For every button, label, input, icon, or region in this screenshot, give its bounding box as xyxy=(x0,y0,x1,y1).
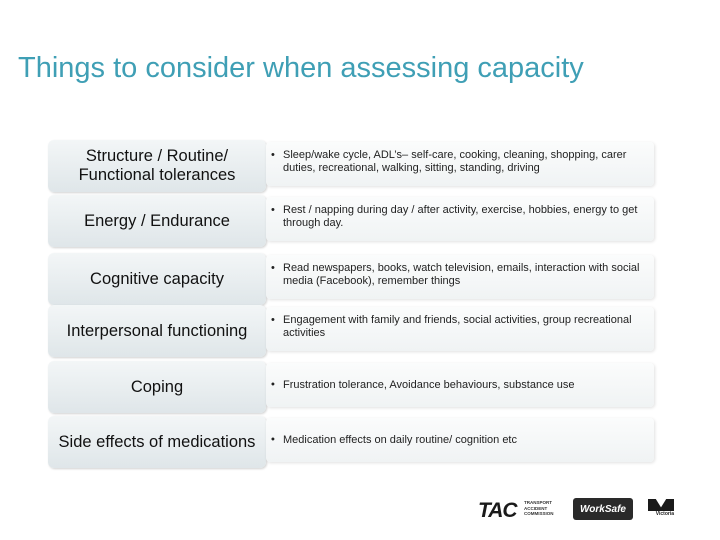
row-description-box xyxy=(266,255,654,299)
victoria-logo-text: Victoria xyxy=(655,511,674,517)
row-description: Sleep/wake cycle, ADL’s– self-care, cooking, cleaning, shopping, carer duties, recreational, walking, sitting, standing, driving xyxy=(283,149,627,174)
bullet-icon: • xyxy=(271,433,275,446)
row-label: Cognitive capacity xyxy=(48,253,266,305)
row-description: Medication effects on daily routine/ cognition etc xyxy=(283,433,517,446)
row-coping xyxy=(48,361,656,413)
row-label: Interpersonal functioning xyxy=(48,305,266,357)
footer-logos xyxy=(478,496,678,522)
victoria-logo xyxy=(648,499,674,519)
row-description: Read newspapers, books, watch television, emails, interaction with social media (Facebook), remember things xyxy=(283,262,640,287)
row-description-box xyxy=(266,142,654,186)
worksafe-logo: WorkSafe xyxy=(573,498,633,520)
row-description-box xyxy=(266,307,654,351)
bullet-icon: • xyxy=(271,378,275,391)
bullet-icon: • xyxy=(271,204,275,216)
row-description: Engagement with family and friends, social activities, group recreational activities xyxy=(283,314,632,339)
row-description: Rest / napping during day / after activity, exercise, hobbies, energy to get through day. xyxy=(283,204,638,229)
tac-logo-subtitle: TRANSPORT ACCIDENT COMMISSION xyxy=(524,500,554,516)
row-label: Energy / Endurance xyxy=(48,195,266,247)
row-label: Structure / Routine/ Functional tolerances xyxy=(48,140,266,192)
bullet-icon: • xyxy=(271,149,275,161)
row-description-box xyxy=(266,197,654,241)
row-label: Coping xyxy=(48,361,266,413)
row-label: Side effects of medications xyxy=(48,416,266,468)
row-side-effects xyxy=(48,416,656,468)
row-structure-routine xyxy=(48,140,656,192)
slide-title: Things to consider when assessing capacity xyxy=(18,52,584,84)
row-description-box xyxy=(266,418,654,462)
bullet-icon: • xyxy=(271,262,275,274)
tac-logo-mark: TAC xyxy=(478,499,517,522)
bullet-icon: • xyxy=(271,314,275,326)
row-interpersonal-functioning xyxy=(48,305,656,357)
row-energy-endurance xyxy=(48,195,656,247)
row-description: Frustration tolerance, Avoidance behaviours, substance use xyxy=(283,378,575,391)
victoria-logo-mark xyxy=(648,499,674,511)
row-cognitive-capacity xyxy=(48,253,656,305)
row-description-box xyxy=(266,363,654,407)
tac-logo xyxy=(478,496,568,522)
